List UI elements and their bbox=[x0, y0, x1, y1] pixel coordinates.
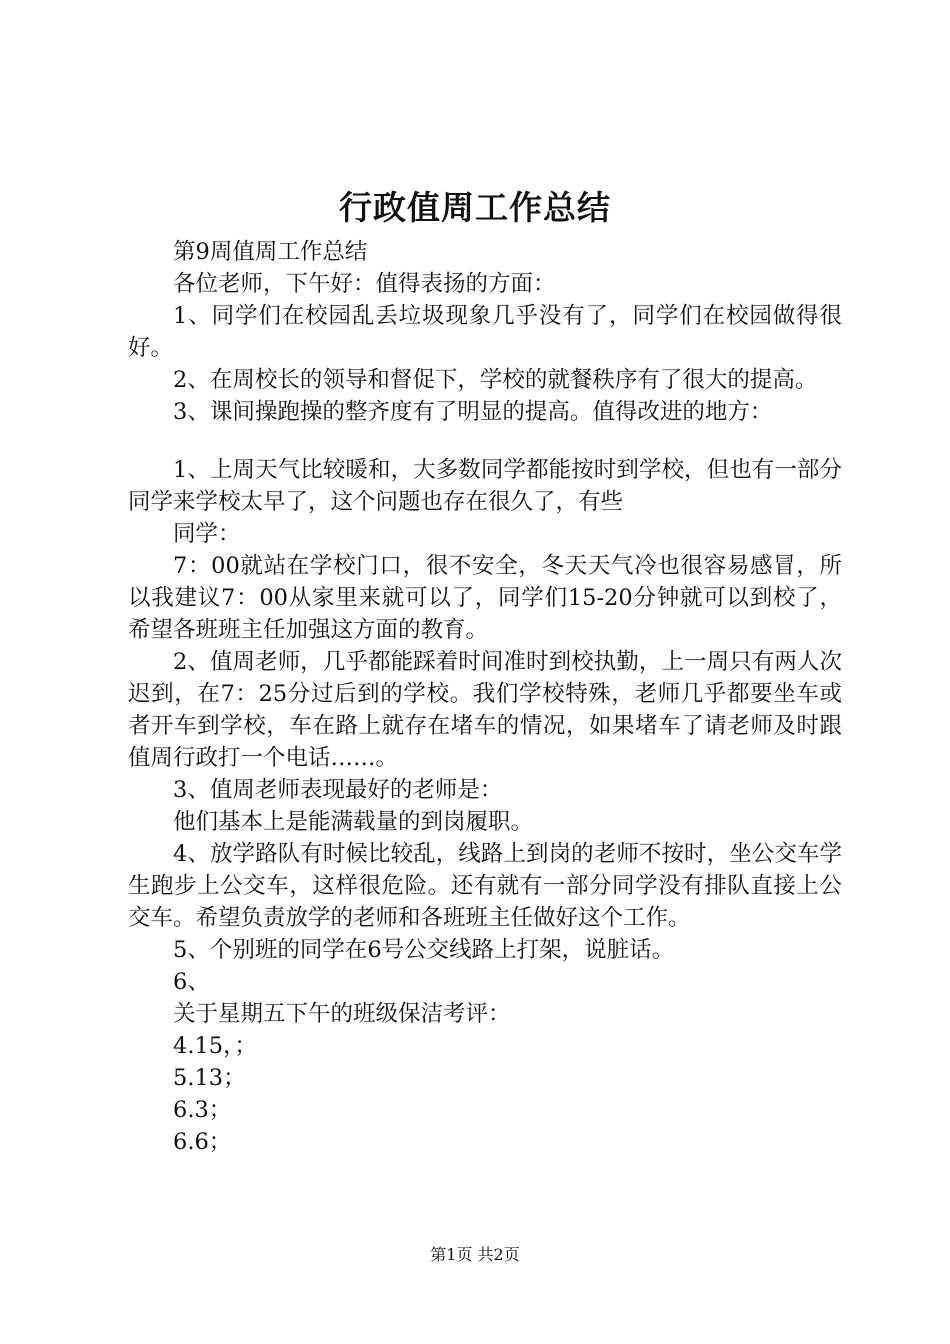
paragraph-improve-5: 5、个别班的同学在6号公交线路上打架，说脏话。 bbox=[173, 937, 675, 963]
paragraph-score-3: 6.3； bbox=[173, 1097, 232, 1123]
paragraph-score-2: 5.13； bbox=[173, 1065, 246, 1091]
paragraph-praise-1: 1、同学们在校园乱丢垃圾现象几乎没有了，同学们在校园做得很好。 bbox=[128, 303, 842, 361]
paragraph-improve-4: 4、放学路队有时候比较乱，线路上到岗的老师不按时，坐公交车学生跑步上公交车，这样很危险。还有就有一部分同学没有排队直接上公交车。希望负责放学的老师和各班班主任做好这个工作。 bbox=[128, 841, 842, 931]
paragraph-students: 同学： bbox=[173, 521, 241, 547]
document-body bbox=[128, 236, 842, 1158]
paragraph-duty-note: 他们基本上是能满载量的到岗履职。 bbox=[173, 809, 534, 835]
paragraph-improve-3: 3、值周老师表现最好的老师是： bbox=[173, 777, 503, 803]
document-title: 行政值周工作总结 bbox=[339, 188, 611, 227]
paragraph-greeting: 各位老师，下午好：值得表扬的方面： bbox=[173, 271, 556, 297]
paragraph-improve-1: 1、上周天气比较暖和，大多数同学都能按时到学校，但也有一部分同学来学校太早了，这个问题也存在很久了，有些 bbox=[128, 457, 842, 515]
page-footer: 第1页 共2页 bbox=[430, 1245, 520, 1264]
paragraph-improve-6: 6、 bbox=[173, 969, 210, 995]
paragraph-arrival-time: 7：00就站在学校门口，很不安全，冬天天气冷也很容易感冒，所以我建议7：00从家里来就可以了，同学们15-20分钟就可以到校了，希望各班班主任加强这方面的教育。 bbox=[128, 553, 842, 643]
paragraph-cleaning-review: 关于星期五下午的班级保洁考评： bbox=[173, 1001, 511, 1027]
paragraph-improve-2: 2、值周老师，几乎都能踩着时间准时到校执勤，上一周只有两人次迟到，在7：25分过后到的学校。我们学校特殊，老师几乎都要坐车或者开车到学校，车在路上就存在堵车的情况，如果堵车了请老师及时跟值周行政打一个电话……。 bbox=[128, 649, 842, 771]
paragraph-week-heading: 第9周值周工作总结 bbox=[173, 239, 368, 265]
paragraph-score-1: 4.15，； bbox=[173, 1033, 257, 1059]
paragraph-praise-3: 3、课间操跑操的整齐度有了明显的提高。值得改进的地方： bbox=[173, 399, 773, 425]
paragraph-score-4: 6.6； bbox=[173, 1129, 232, 1155]
paragraph-praise-2: 2、在周校长的领导和督促下，学校的就餐秩序有了很大的提高。 bbox=[173, 367, 818, 393]
